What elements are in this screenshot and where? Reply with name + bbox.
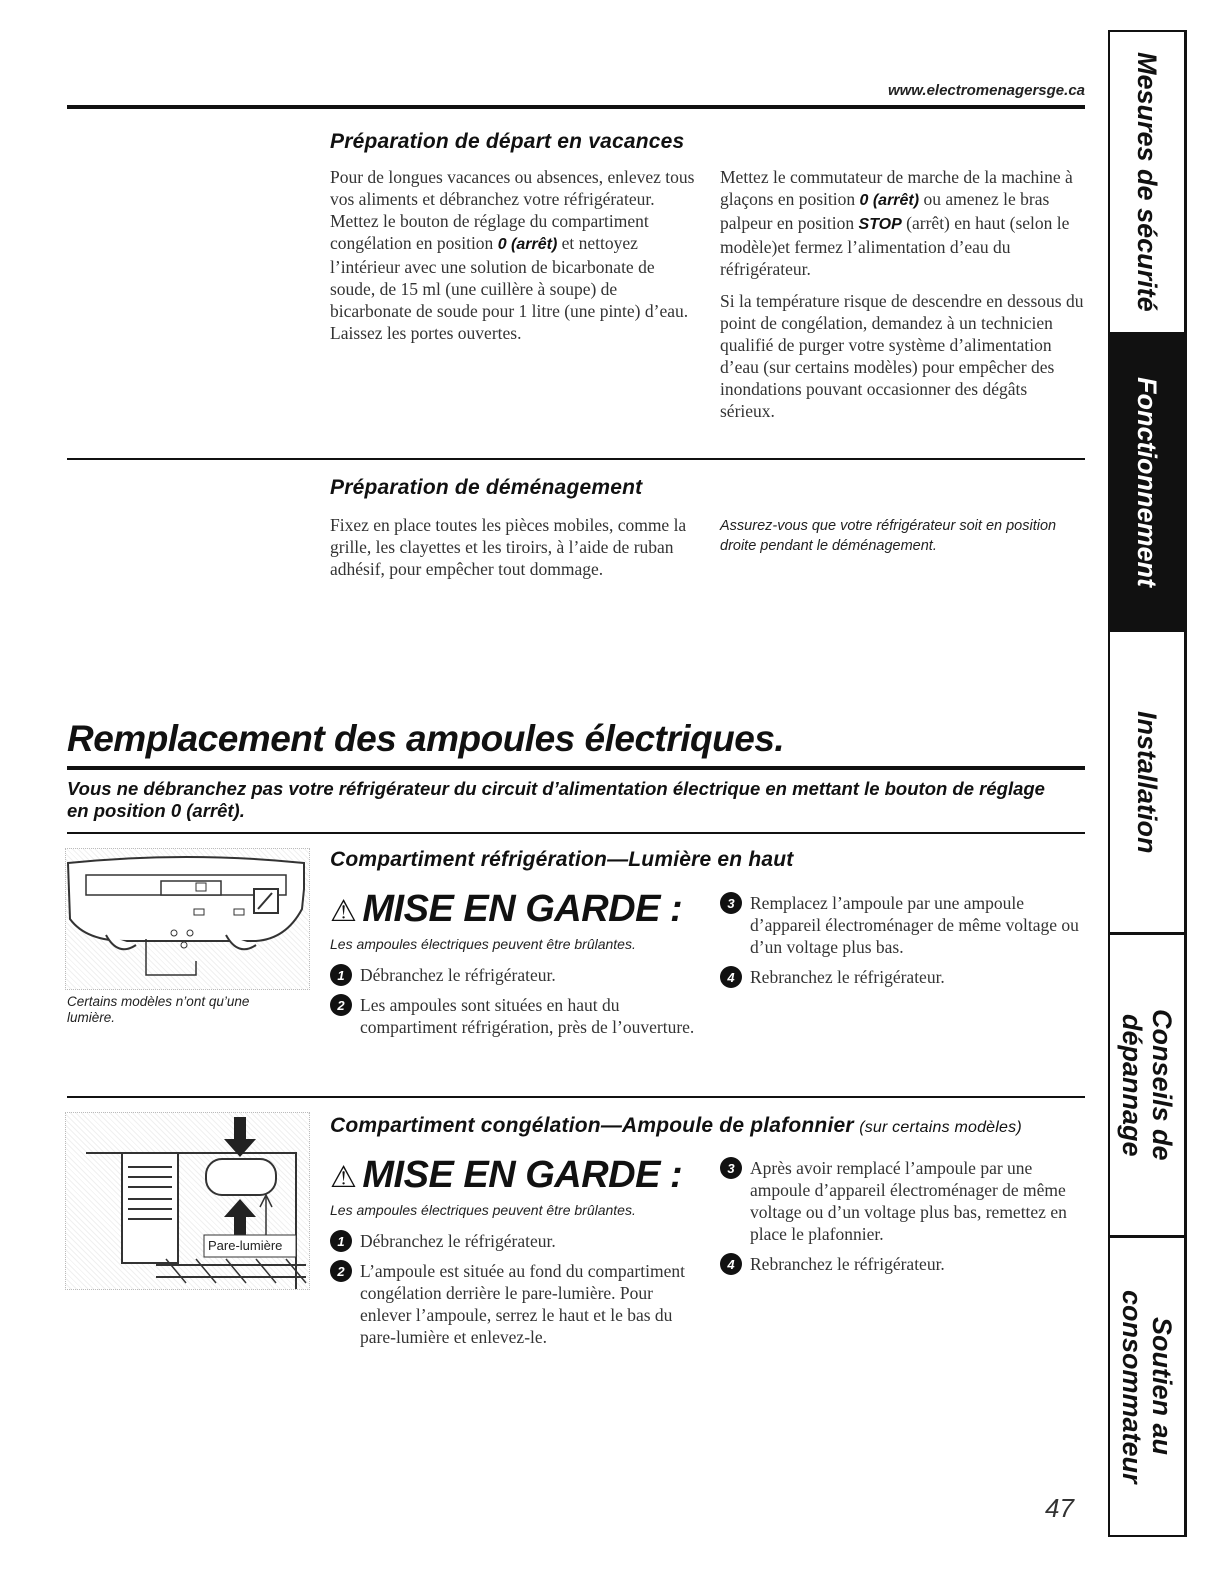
fridge-steps-left: [330, 964, 700, 1046]
step-item: [330, 964, 700, 986]
step-item: [330, 1260, 700, 1348]
tab-consumer-support[interactable]: [1110, 1238, 1184, 1535]
tab-troubleshooting[interactable]: [1110, 935, 1184, 1235]
step-text: Remplacez l’ampoule par une ampoule d’appareil électroménager de même voltage ou d’un voltage plus bas.: [750, 893, 1079, 957]
step-text: Rebranchez le réfrigérateur.: [750, 1254, 945, 1274]
warning-icon: ⚠: [330, 895, 357, 928]
tab-label: Installation: [1132, 710, 1162, 854]
step-item: [330, 1230, 700, 1252]
freezer-steps-left: [330, 1230, 700, 1356]
tab-label: Mesures de sécurité: [1132, 52, 1162, 312]
step-text: Débranchez le réfrigérateur.: [360, 1231, 556, 1251]
subsection-divider: [67, 1096, 1085, 1098]
step-text: Après avoir remplacé l’ampoule par une ampoule d’appareil électroménager de même voltage ou d’un voltage plus bas, remettez en place le plafonnier.: [750, 1158, 1067, 1244]
vacation-right-text: Mettez le commutateur de marche de la machine à glaçons en position 0 (arrêt) ou amenez le bras palpeur en position STOP (arrêt) en haut (selon le modèle)et fermez l’alimentation d’eau du réfrigérateur. Si la température risque de descendre en dessous du point de congélation, demandez à un technicien qualifié de purger votre système d’alimentation d’eau (sur certains modèles) pour empêcher des inondations pouvant occasionner des dégâts sérieux.: [720, 167, 1084, 421]
tab-label: Fonctionnement: [1132, 377, 1162, 587]
moving-left-text: Fixez en place toutes les pièces mobiles, comme la grille, les clayettes et les tiroirs, à l’aide de ruban adhésif, pour empêcher tout dommage.: [330, 515, 687, 579]
fridge-steps-right: [720, 892, 1085, 996]
section-divider: [67, 458, 1085, 460]
bulbs-lede: Vous ne débranchez pas votre réfrigérateur du circuit d’alimentation électrique en mettant le bouton de réglage en position 0 (arrêt).: [67, 778, 1045, 821]
fridge-heading: Compartiment réfrigération—Lumière en haut: [330, 848, 794, 871]
tab-operation[interactable]: [1110, 332, 1184, 632]
step-item: [330, 994, 700, 1038]
moving-heading: Préparation de déménagement: [330, 476, 643, 499]
light-shield-label: Pare-lumière: [208, 1238, 283, 1253]
fridge-caution: ⚠ MISE EN GARDE :: [330, 888, 683, 930]
freezer-light-illustration: [65, 1112, 310, 1290]
freezer-caution-note: Les ampoules électriques peuvent être brûlantes.: [330, 1202, 636, 1218]
step-item: [720, 892, 1085, 958]
step-text: Débranchez le réfrigérateur.: [360, 965, 556, 985]
step-number-icon: 2: [330, 1260, 352, 1282]
vacation-heading: Préparation de départ en vacances: [330, 130, 685, 153]
step-number-icon: 4: [720, 966, 742, 988]
tab-label: Soutien au consommateur: [1117, 1289, 1177, 1484]
step-item: [720, 966, 1085, 988]
fridge-caption: Certains modèles n’ont qu’une lumière.: [67, 994, 250, 1025]
fridge-light-illustration: [65, 848, 310, 990]
fridge-light-drawing: [66, 849, 309, 989]
tab-installation[interactable]: [1110, 632, 1184, 932]
tab-label: Conseils de dépannage: [1117, 1009, 1177, 1161]
freezer-light-drawing: [66, 1113, 309, 1289]
step-number-icon: 3: [720, 1157, 742, 1179]
header-rule: [67, 105, 1085, 109]
step-item: [720, 1253, 1085, 1275]
step-number-icon: 3: [720, 892, 742, 914]
vacation-left-text: Pour de longues vacances ou absences, enlevez tous vos aliments et débranchez votre réfrigérateur. Mettez le bouton de réglage du compartiment congélation en position 0 (arrêt) et nettoyez l’intérieur avec une solution de bicarbonate de soude, de 15 ml (une cuillère à soupe) de bicarbonate de soude pour 1 litre (une pinte) d’eau. Laissez les portes ouvertes.: [330, 167, 695, 343]
step-number-icon: 1: [330, 1230, 352, 1252]
moving-right-note: Assurez-vous que votre réfrigérateur soit en position droite pendant le déménagement.: [720, 518, 1057, 554]
step-text: Rebranchez le réfrigérateur.: [750, 967, 945, 987]
freezer-steps-right: [720, 1157, 1085, 1283]
page-number: 47: [1045, 1493, 1074, 1523]
lede-rule: [67, 832, 1085, 834]
section-tabs: [1108, 30, 1187, 1537]
step-item: [720, 1157, 1085, 1245]
title-rule: [67, 766, 1085, 770]
step-text: L’ampoule est située au fond du compartiment congélation derrière le pare-lumière. Pour enlever l’ampoule, serrez le haut et le bas du pare-lumière et enlevez-le.: [360, 1261, 685, 1347]
tab-safety[interactable]: [1110, 32, 1184, 332]
step-text: Les ampoules sont situées en haut du compartiment réfrigération, près de l’ouverture.: [360, 995, 695, 1037]
step-number-icon: 4: [720, 1253, 742, 1275]
step-number-icon: 2: [330, 994, 352, 1016]
bulbs-title: Remplacement des ampoules électriques.: [67, 718, 785, 759]
freezer-caution: ⚠ MISE EN GARDE :: [330, 1154, 683, 1196]
freezer-heading: Compartiment congélation—Ampoule de plafonnier (sur certains modèles): [330, 1114, 1022, 1137]
website-url: www.electromenagersge.ca: [887, 82, 1085, 99]
fridge-caution-note: Les ampoules électriques peuvent être brûlantes.: [330, 936, 636, 952]
warning-icon: ⚠: [330, 1161, 357, 1194]
step-number-icon: 1: [330, 964, 352, 986]
